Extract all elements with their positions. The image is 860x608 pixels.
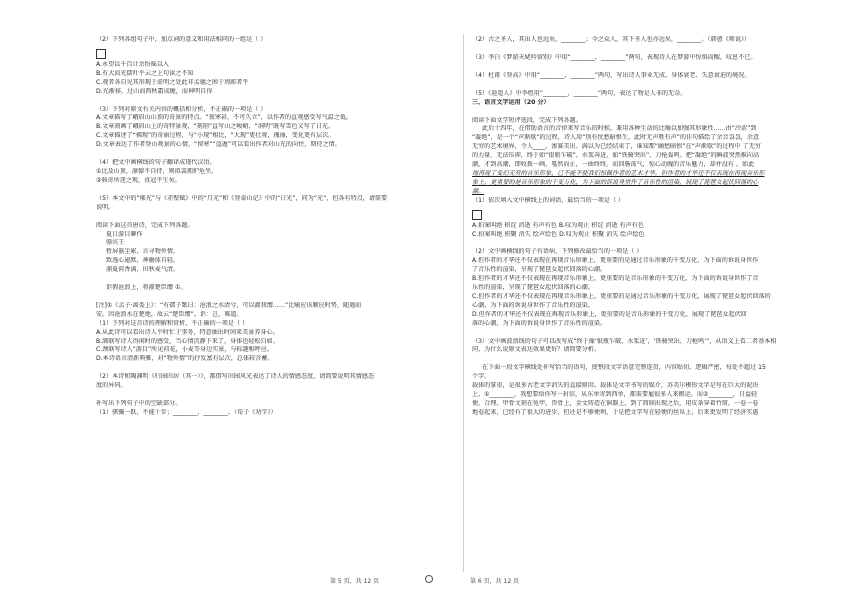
left-page-column: [96, 36, 466, 418]
text-line: （2）下列各组句子中，加点词的意义和用法相同的一组是（ ）: [96, 36, 267, 43]
spacer: [96, 97, 466, 106]
page-number-right: 第 6 页，共 12 页: [470, 578, 520, 585]
text-line: 暂屏嚣尘累，言寻物外情。: [106, 248, 180, 256]
section-heading: 三、语言文字运用（20 分）: [472, 98, 550, 106]
text-line: （4）把文中画横线的句子翻译成现代汉语。: [96, 159, 216, 167]
text-line: 阅读下面文学短评选段，完成下列各题。: [472, 116, 582, 124]
spacer: [472, 63, 842, 72]
spacer: [472, 81, 842, 90]
text-line: C.文章描述了“佛现”的奇丽过程，与“小现”相比，“大现”更壮观，瑰丽，变化更有层次。: [96, 132, 335, 140]
text-line: （4）杜甫《登高》中用“________，________”两句，写出诗人事业无成、身体衰老、失意衰迫的境况。: [472, 71, 751, 79]
text-line: （3）下列对原文有关内容的概括和分析，不正确的一项是（ ）: [96, 105, 267, 113]
text-line: C.颈联写诗人“游目”所见荷花，小麦等身边实景，与标题相呼应。: [96, 346, 274, 354]
text-line: 说明。: [96, 203, 115, 211]
text-line: 的力量，无法压抑，终于如“银瓶乍破”，水浆奔迸，如“铁骑突出”，刀枪轰鸣。把“凝绝”的瞬波突然推向高: [472, 152, 760, 160]
text-line: （5）本文中的“佛光”与《赤壁赋》中的“月光”和《登泰山记》中的“日光”，同为“光”，但各有特点，请简要: [96, 194, 388, 202]
text-line: （2）文中画横线的句子有语病，下列修改最恰当的一项是（ ）: [472, 248, 643, 256]
spacer: [96, 213, 466, 222]
spacer: [96, 275, 466, 284]
text-line: B.但作者的才华还不仅表现在再现音乐形象上，更重要的是音乐形象的千变万化，为下面的诉说身世作了音: [472, 275, 759, 283]
text-line: （5）《逍遥人》中李煜用“________，________”两句，表达了物是人非的无奈。: [472, 89, 687, 97]
text-line: 地卷起来，已经有了很大的进步，但还是不够便利，于是把文字写在轻便的丝帛上，后来更发明了经济实惠: [472, 408, 759, 416]
text-line: A.但作者的才华还不仅表现在再现音乐形象上，更重要的是通过音乐形象的千变万化，为下面的诉说身世作: [472, 257, 759, 265]
text-line: ②骇奇所迷之观，真冠平生矣。: [96, 176, 181, 184]
text-line: ①比及山顶，凛懔不自持，则拟衾拥炉危坐。: [96, 167, 218, 175]
text-line: 载体的掌重，是很多古老文字消失的直接原因。载体是文字书写的媒介，苏美尔楔形文字是写在巨大的泥块: [472, 382, 759, 390]
spacer: [96, 391, 466, 400]
spacer: [472, 329, 842, 338]
text-line: 潮，才到高潮，即收拨一画，戛然而止，一曲终终，而回肠荡气，惊心动魄的音乐魅力，却并没有 。如此: [472, 161, 755, 169]
text-line: C.观者各自见其形现于虚明之处此非孟德之困于周郎者乎: [96, 78, 249, 86]
text-line: 便，合理。甲骨文刻在龟甲，兽骨上，金文铸造在铜器上，到了简牍出现之后，用皮条穿着竹简，一卷一卷: [472, 400, 759, 407]
text-line: A.从此诗可以看出诗人平时忙于事务，特意抽出时间来美景养身心。: [96, 328, 279, 336]
text-line: （1）依次填入文中横线上的词语，最恰当的一项是（ ）: [472, 196, 625, 204]
text-line: B.有大而光儒叶平云之上句读之不知: [96, 69, 194, 77]
text-line: （1）下列对这首诗的理解和赏析，不正确的一项是（ ）: [96, 319, 249, 327]
answer-box-icon: [472, 210, 482, 220]
spacer: [472, 355, 842, 364]
text-line: A.拍案叫绝 积淀 消逝 有声有色 B.叹为观止 积淀 消逝 有声有色: [472, 221, 644, 229]
text-line: 上，①________，我想要给你写一封信，从东单寄到西单，都需要雇很多人来搬运。而②________，日益轻: [472, 391, 758, 399]
spacer: [96, 150, 466, 159]
text-line: （3）李白《梦游天姥吟留别》中用“________，________”两句，表现诗人在梦游中惊惧而醒，叹息不已。: [472, 53, 757, 61]
text-line: [注]①《孟子·离娄上》：“有孺子歌曰：沧浪之水清兮，可以濯我缨……”比喻应该顺应时势，随遇而: [96, 301, 362, 309]
text-line: C.但作者的才华还不仅表现在再现音乐形象上，更重要的是通过音乐形象的千变万化，展现了琵琶女起伏回落的: [472, 292, 771, 300]
text-line: 补写出下列句子中的空缺部分。: [96, 400, 182, 408]
spacer: [96, 364, 466, 373]
text-line: 个字。: [472, 373, 491, 381]
text-line: D.但作者的才华还不仅表现在再现音乐形象上，更重要的是音乐形象的千变万化，展现了琵琶女起伏回: [472, 310, 747, 318]
text-line: 地再现了变幻无穷的音乐形象，已不能不使我们惊佩作者的艺术才华。但作者的才华还不仅表现在再现音乐形: [472, 169, 765, 177]
spacer: [472, 239, 842, 248]
text-line: （1）骐骥一跃，不能十步；________，________。（荀子《劝学》）: [96, 409, 277, 416]
text-line: （2）古之圣人，其出人也远矣，________；今之众人，其下圣人也亦远矣，________。（韩愈《师说》）: [472, 36, 751, 43]
text-line: 象上，更重要的是音乐形象的千变万化，为下面的诉说身世作了音乐性的渲染，展现了琵琶女起伏回落的心: [472, 178, 759, 186]
text-line: D.光渐移，过山而西秋霜成缠，而神明自得: [96, 87, 213, 95]
page-number-left: 第 5 页，共 12 页: [330, 578, 380, 585]
text-line: 落的心潮，为下面的诉说身世作了音乐性的渲染。: [472, 319, 607, 327]
text-line: 心潮，为下面的诉说身世作了音乐性的渲染。: [472, 301, 594, 309]
text-line: （2）本诗和陶渊明《归园田居（其一）》，都借写田园风光表达了诗人的情感态度，请简要说明其情感态: [96, 373, 375, 381]
text-line: B.颔联写诗人得闲时的感受，当心情沉静下来了，身体也轻松自如。: [96, 337, 279, 345]
spacer: [472, 108, 842, 117]
text-line: “凝绝”，是一个“声渐歇”的过程，诗人用“别有忧愁暗恨生，此时无声胜有声”的佳句描绘了余音袅袅，余意: [472, 134, 760, 142]
text-line: 夏日游目聊作: [106, 230, 143, 238]
text-line: 潮。: [472, 187, 485, 195]
text-line: A.永望以千百计余纷摇以入: [96, 60, 170, 68]
text-line: 同，为什么说原文表达效果更好？请简要分析。: [472, 346, 600, 354]
text-line: B.文章刻画了峨眉山上的奇特景观，“刻削”直写山之峻峭，“洞明”既写雪色又写了日光。: [96, 123, 335, 131]
text-line: 阅读下面这首唐诗，完成下列各题。: [96, 221, 194, 229]
text-line: A.文章描写了峨眉山山顶的奇景的特点。“夜寒甚，不可久立”，以作者的直观感受写气温之低。: [96, 114, 353, 122]
text-line: 浦夏荷香满，田秋麦气清。: [106, 266, 180, 274]
text-line: 在下面一段文字横线处补写恰当的语句，使整段文字语意完整连贯，内容贴切，逻辑严密，每处不超过 15: [482, 364, 766, 372]
text-line: 讵假沧浪上，将濯楚臣缨 ①。: [106, 284, 187, 292]
text-line: （3）文中画波浪线的句子可以改写成“终于像‘银瓶乍破，水浆迸’，‘铁骑突出，刀枪鸣’”，从语义上看二者基本相: [472, 337, 777, 345]
binding-circle-icon: [425, 575, 433, 583]
text-line: 无穷的艺术境界，令人____，渗赛美出。满以为已经结束了，谁知那“幽愁暗恨”在“声渐歇”的过程中 了无穷: [472, 143, 761, 151]
text-line: D.文章表达了作者登山观景的心情，“留寒”“盗遁”可以看出作者对山光的向往，期待之情。: [96, 141, 341, 149]
spacer: [96, 186, 466, 195]
right-page-column: [472, 36, 842, 418]
text-line: 致逸心逾默，神幽体自轻。: [106, 257, 180, 265]
text-line: D.本诗语言清新典雅，对“物外情”的抒发富有层次，总体较含蓄。: [96, 355, 274, 363]
text-line: 了音乐性的渲染，呈现了琵琶女起伏回落的心潮。: [472, 266, 607, 274]
text-line: 安。因沧浪水在楚地，故云“楚臣缨”。讵：岂，难道。: [96, 310, 243, 318]
spacer: [96, 293, 466, 302]
text-line: C.拍案叫绝 积聚 消失 绘声绘色 D.叹为观止 积聚 消失 绘声绘色: [472, 230, 645, 238]
text-line: 骆宾王: [106, 239, 125, 247]
spacer: [472, 45, 842, 54]
answer-box-icon: [96, 49, 106, 59]
text-line: 度的异同。: [96, 382, 127, 390]
text-line: 此后十四年，在借助语言的音律来写音乐的时候，兼用各种生动的比喻以加强其形象性……由“冷涩”到: [482, 125, 757, 133]
text-line: 乐性的渲染，呈现了琵琶女起伏回落的心潮。: [472, 284, 594, 292]
